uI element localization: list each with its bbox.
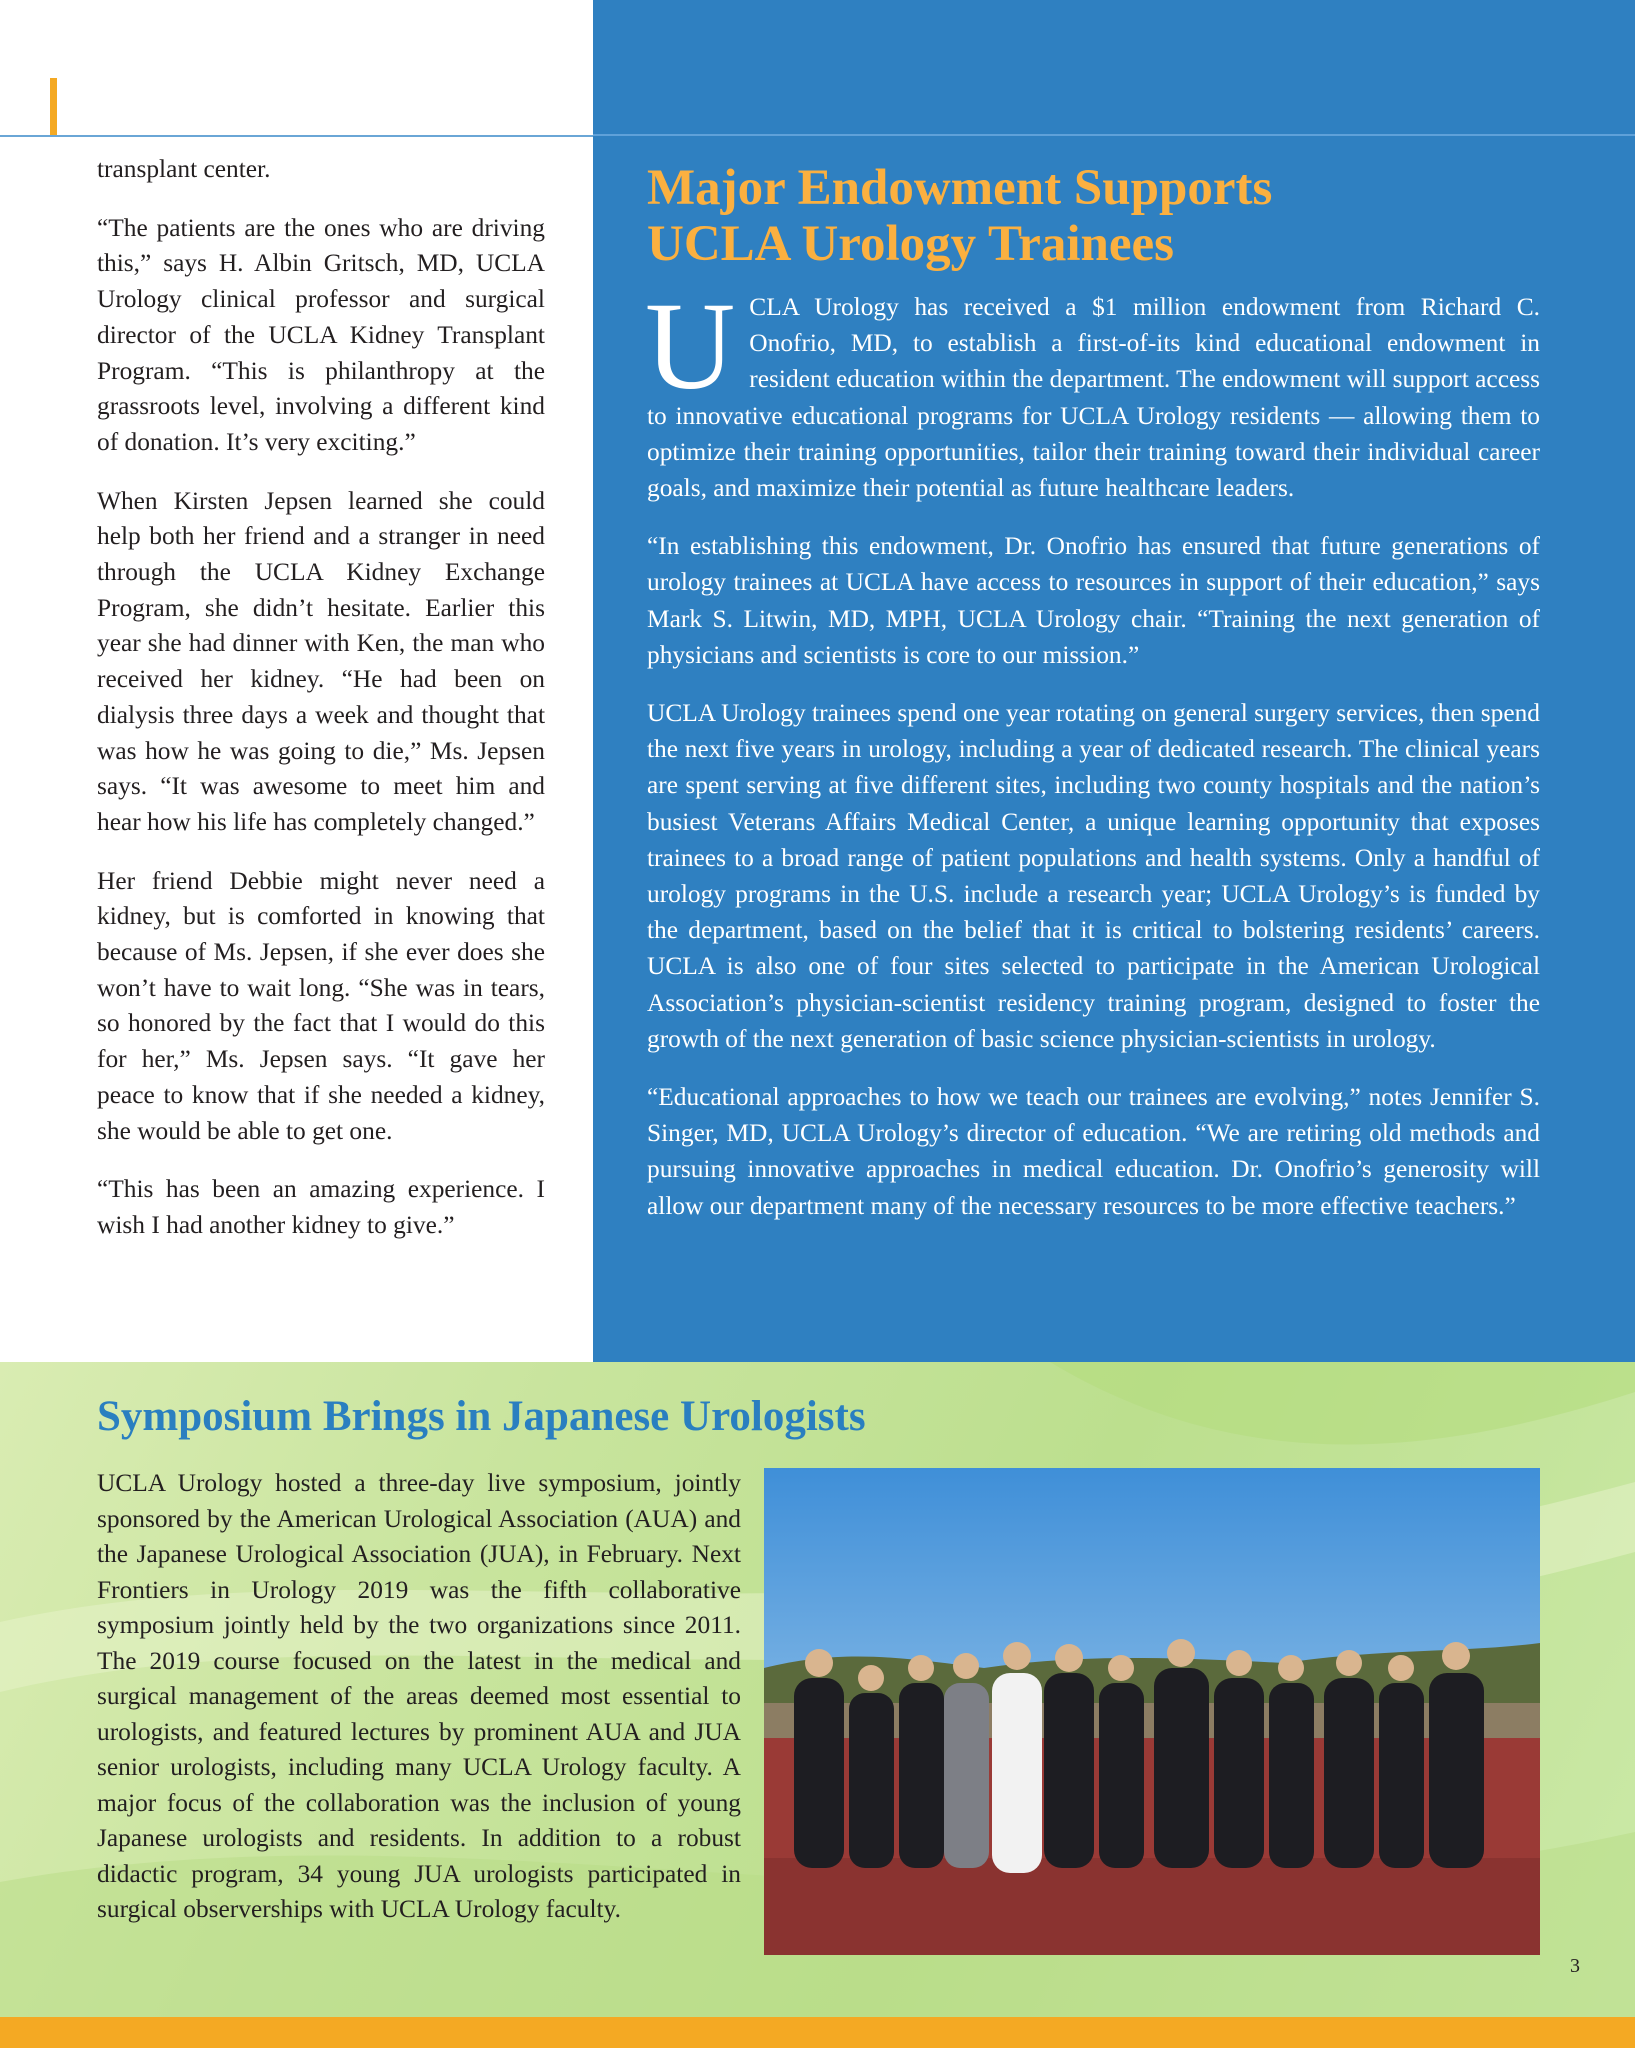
paragraph: “In establishing this endowment, Dr. Onofrio has ensured that future generations of urology trainees at UCLA have access to resources in support of their education,” says Mark S. Litwin, MD, MPH, UCLA Urology chair. “Training the next generation of physicians and scientists is core to our mission.” [647,532,1540,669]
top-accent-bar [50,78,57,136]
left-column [97,152,545,1267]
paragraph: transplant center. [97,155,271,183]
paragraph: Her friend Debbie might never need a kidney, but is comforted in knowing that because of Ms. Jepsen, if she ever does she won’t have to wait long. “She was in tears, so honored by the fact that I would do this for her,” Ms. Jepsen says. “It gave her peace to know that if she needed a kidney, she would be able to get one. [97,866,545,1145]
page-number: 3 [1570,1955,1580,1977]
endowment-title [647,160,1547,272]
paragraph: “This has been an amazing experience. I wish I had another kidney to give.” [97,1175,545,1239]
symposium-section [0,1362,1635,2017]
paragraph [645,278,1540,506]
panel-rule [593,134,1635,136]
endowment-title-line2: UCLA Urology Trainees [647,216,1175,272]
paragraph: “The patients are the ones who are driving this,” says H. Albin Gritsch, MD, UCLA Urology clinical professor and surgical director of the UCLA Kidney Transplant Program. “This is philanthropy at the grassroots level, involving a different kind of donation. It’s very exciting.” [97,213,545,456]
drop-cap: U [645,278,736,416]
paragraph: UCLA Urology trainees spend one year rotating on general surgery services, then spend the next five years in urology, including a year of dedicated research. The clinical years are spent serving at five different sites, including two county hospitals and the nation’s busiest Veterans Affairs Medical Center, a unique learning opportunity that exposes trainees to a broad range of patient populations and health systems. Only a handful of urology programs in the U.S. include a research year; UCLA Urology’s is funded by the department, based on the belief that it is critical to bolstering residents’ careers. UCLA is also one of four sites selected to participate in the American Urological Association’s physician-scientist residency training program, designed to foster the growth of the next generation of basic science physician-scientists in urology. [647,699,1540,1053]
endowment-title-line1: Major Endowment Supports [647,160,1273,216]
group-photo [764,1468,1540,1955]
paragraph-text: CLA Urology has received a $1 million endowment from Richard C. Onofrio, MD, to establish a first-of-its kind educational endowment in resident education within the department. The endowment will support access to innovative educational programs for UCLA Urology residents — allowing them to optimize their training opportunities, tailor their training toward their individual career goals, and maximize their potential as future healthcare leaders. [647,293,1540,503]
paragraph: When Kirsten Jepsen learned she could help both her friend and a stranger in need through the UCLA Kidney Exchange Program, she didn’t hesitate. Earlier this year she had dinner with Ken, the man who received her kidney. “He had been on dialysis three days a week and thought that was how he was going to die,” Ms. Jepsen says. “It was awesome to meet him and hear how his life has completely changed.” [97,486,545,836]
endowment-body [645,278,1540,1246]
symposium-body: UCLA Urology hosted a three-day live symposium, jointly sponsored by the American Urological Association (AUA) and the Japanese Urological Association (JUA), in February. Next Frontiers in Urology 2019 was the fifth collaborative symposium jointly held by the two organizations since 2011. The 2019 course focused on the latest in the medical and surgical management of the areas deemed most essential to urologists, and featured lectures by prominent AUA and JUA senior urologists, including many UCLA Urology faculty. A major focus of the collaboration was the inclusion of young Japanese urologists and residents. In addition to a robust didactic program, 34 young JUA urologists participated in surgical observerships with UCLA Urology faculty. [97,1469,741,1923]
endowment-article-panel [593,0,1635,1362]
top-rule [0,135,593,137]
bottom-accent-bar [0,2017,1635,2048]
group-photo-illustration [764,1468,1540,1955]
symposium-title: Symposium Brings in Japanese Urologists [97,1393,866,1440]
paragraph: “Educational approaches to how we teach our trainees are evolving,” notes Jennifer S. Singer, MD, UCLA Urology’s director of education. “We are retiring old methods and pursuing innovative approaches in medical education. Dr. Onofrio’s generosity will allow our department many of the necessary resources to be more effective teachers.” [647,1083,1540,1220]
